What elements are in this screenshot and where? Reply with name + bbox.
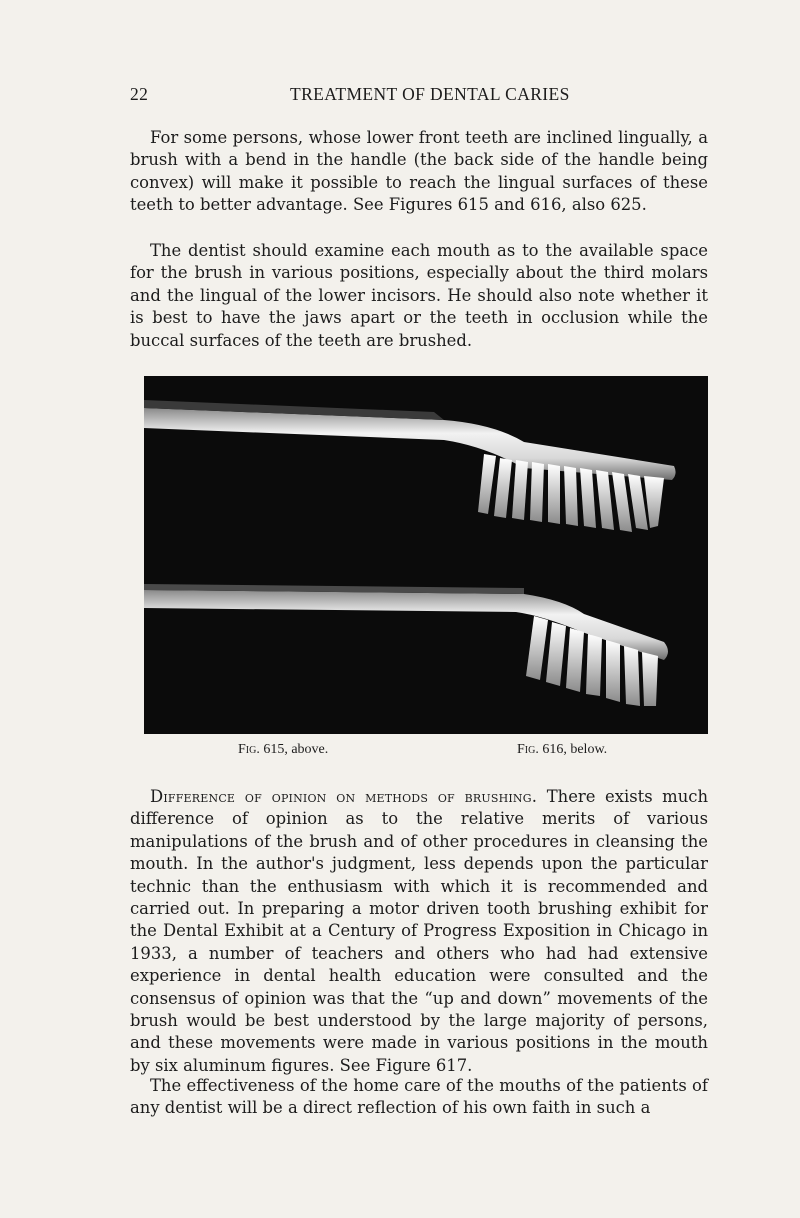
paragraph-difference-body: There exists much difference of opinion as to the relative merits of various manipulations of the brush and of other procedures in cleansing the mouth. In the author's judgment, less depends upon the particular technic than the enthusiasm with which it is recommended and carried out. In preparing a motor driven tooth brushing exhibit for the Dental Exhibit at a Century of Progress Exposition in Chicago in 1933, a number of teachers and others who had had extensive experience in dental health education were consulted and the consensus of opinion was that the “up and down” movements of the brush would be best understood by the large majority of persons, and these movements were made in various positions in the mouth by six aluminum figures. See Figure 617.	[130, 787, 708, 1075]
figure-caption-615	[238, 742, 328, 758]
figure-label-615: Fig. 615,	[238, 742, 288, 757]
paragraph-bent-handle: For some persons, whose lower front teeth are inclined lingually, a brush with a bend in the handle (the back side of the handle being convex) will make it possible to reach the lingual surfaces of these teeth to better advantage. See Figures 615 and 616, also 625.	[130, 128, 708, 215]
section-run-in-heading: Difference of opinion on methods of brushing.	[150, 787, 538, 806]
figure-caption-615-text: above.	[287, 742, 329, 757]
toothbrush-photograph	[144, 376, 708, 734]
paragraph-difference-of-opinion	[130, 786, 708, 1077]
running-title: TREATMENT OF DENTAL CARIES	[290, 84, 570, 104]
paragraph-dentist-examine: The dentist should examine each mouth as to the available space for the brush in various positions, especially about the third molars and the lingual of the lower incisors. He should also note whether it is best to have the jaws apart or the teeth in occlusion while the buccal surfaces of the teeth are brushed.	[130, 241, 708, 350]
figure-caption-616	[517, 742, 607, 758]
paragraph-effectiveness: The effectiveness of the home care of the mouths of the patients of any dentist will be a direct reflection of his own faith in such a	[130, 1076, 708, 1118]
figure-captions	[130, 742, 708, 762]
figure-label-616: Fig. 616,	[517, 742, 567, 757]
page-number: 22	[130, 84, 149, 104]
figure-caption-616-text: below.	[566, 742, 608, 757]
page-header	[130, 84, 708, 108]
